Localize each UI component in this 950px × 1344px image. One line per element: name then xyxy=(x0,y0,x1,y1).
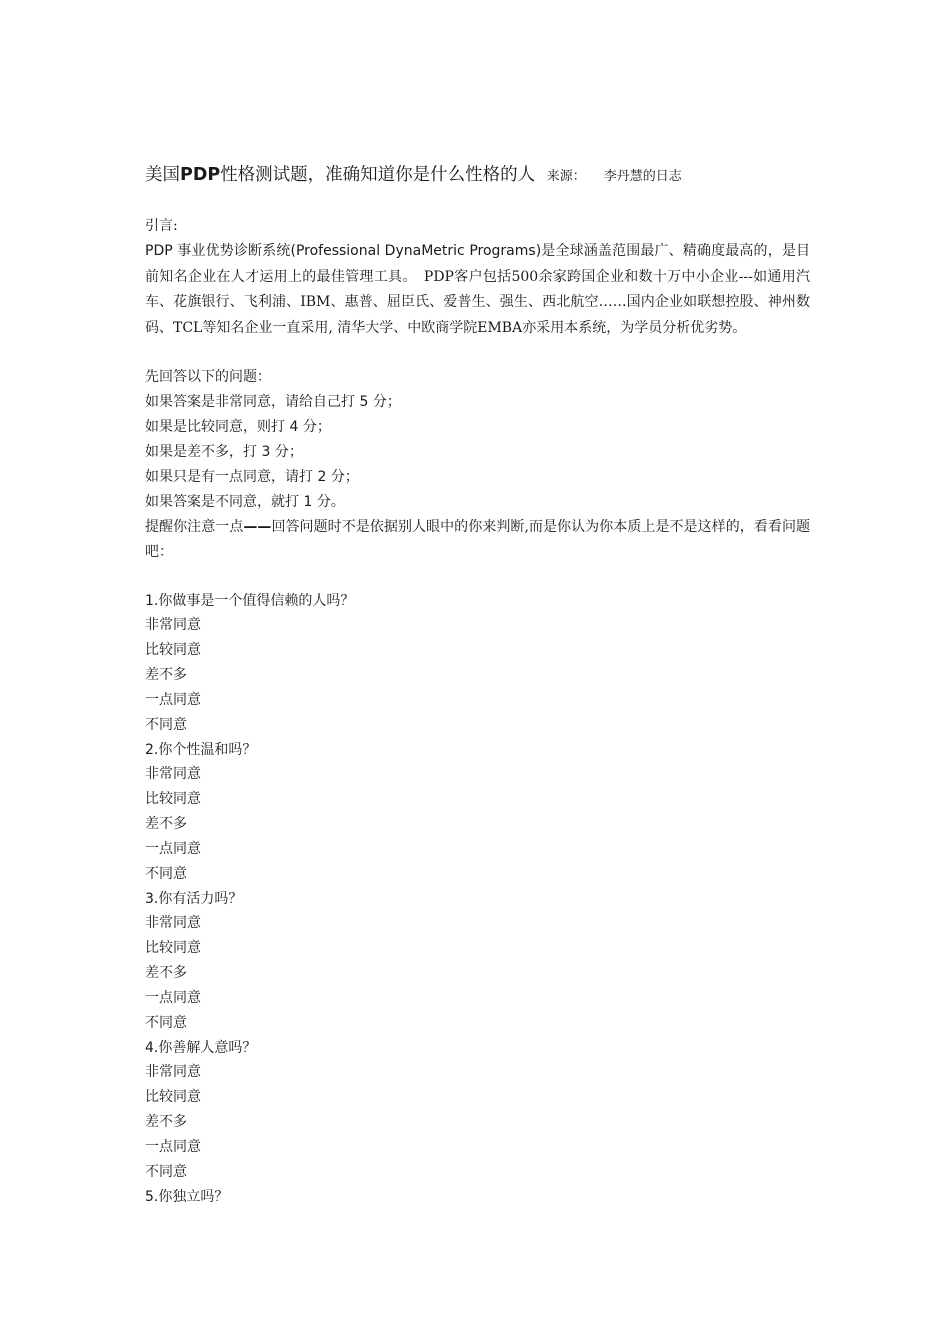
question-text: 你善解人意吗？ xyxy=(158,1040,257,1056)
rule-score: 1 xyxy=(303,494,313,510)
rule-text: 如果是比较同意，则打 xyxy=(145,419,290,435)
reminder xyxy=(145,515,810,565)
rule-unit: 分； xyxy=(326,469,359,485)
answer-option: 比较同意 xyxy=(145,642,201,658)
answer-option: 不同意 xyxy=(145,1015,187,1031)
intro-paragraph xyxy=(145,239,810,341)
answer-option: 非常同意 xyxy=(145,617,201,633)
answer-option: 不同意 xyxy=(145,717,187,733)
document-page xyxy=(145,160,810,1209)
answer-option: 非常同意 xyxy=(145,1064,201,1080)
question-5 xyxy=(145,1185,810,1209)
page-title xyxy=(145,160,810,192)
question-text: 你个性温和吗？ xyxy=(158,742,257,758)
intro-program-name: (Professional DynaMetric Programs) xyxy=(290,243,542,259)
rule-unit: 分； xyxy=(298,419,331,435)
questions-list xyxy=(145,589,810,1209)
source-name: 李丹慧的日志 xyxy=(603,169,682,184)
instructions-lead: 先回答以下的问题： xyxy=(145,369,271,385)
rule-text: 如果答案是不同意，就打 xyxy=(145,494,304,510)
rule-unit: 分。 xyxy=(312,494,345,510)
source-label: 来源： xyxy=(546,169,586,184)
scoring-rule xyxy=(145,490,810,515)
rule-score: 4 xyxy=(289,419,299,435)
title-suffix: 性格测试题，准确知道你是什么性格的人 xyxy=(220,165,536,185)
answer-option: 不同意 xyxy=(145,1164,187,1180)
reminder-text-a: 提醒你注意一点 xyxy=(145,519,244,535)
rule-text: 如果只是有一点同意，请打 xyxy=(145,469,318,485)
scoring-rule xyxy=(145,440,810,465)
scoring-rule xyxy=(145,390,810,415)
question-text: 你做事是一个值得信赖的人吗？ xyxy=(158,593,355,609)
answer-option: 差不多 xyxy=(145,1114,187,1130)
answer-option: 比较同意 xyxy=(145,1089,201,1105)
question-1 xyxy=(145,589,810,613)
reminder-text-b: 回答问题时不是依据别人眼中的你来判断,而是你认为你本质上是不是这样的，看看问题吧： xyxy=(145,519,810,560)
title-bold: PDP xyxy=(180,165,221,185)
question-4 xyxy=(145,1036,810,1060)
question-text: 你有活力吗？ xyxy=(158,891,243,907)
scoring-rules xyxy=(145,390,810,515)
title-prefix: 美国 xyxy=(145,165,180,185)
intro-pdp: PDP xyxy=(145,243,173,259)
question-2 xyxy=(145,738,810,762)
question-number: 1. xyxy=(145,593,159,609)
question-number: 4. xyxy=(145,1040,159,1056)
scoring-rule xyxy=(145,415,810,440)
rule-unit: 分； xyxy=(270,444,303,460)
question-number: 5. xyxy=(145,1189,159,1205)
question-3 xyxy=(145,887,810,911)
question-number: 3. xyxy=(145,891,159,907)
rule-score: 5 xyxy=(359,394,369,410)
answer-option: 一点同意 xyxy=(145,1139,201,1155)
answer-option: 差不多 xyxy=(145,816,187,832)
answer-option: 一点同意 xyxy=(145,841,201,857)
rule-unit: 分； xyxy=(368,394,401,410)
question-number: 2. xyxy=(145,742,159,758)
scoring-rule xyxy=(145,465,810,490)
answer-option: 非常同意 xyxy=(145,915,201,931)
answer-option: 差不多 xyxy=(145,667,187,683)
rule-text: 如果答案是非常同意，请给自己打 xyxy=(145,394,360,410)
reminder-dash: —— xyxy=(243,519,272,535)
intro-text-a: 事业优势诊断系统 xyxy=(177,243,291,259)
answer-option: 差不多 xyxy=(145,965,187,981)
rule-score: 3 xyxy=(261,444,271,460)
intro-text-b: 是全球涵盖范围最广、精确度最高的，是目前知名企业在人才运用上的最佳管理工具。 PDP客户包括500余家跨国企业和数十万中小企业---如通用汽车、花旗银行、飞利浦、IBM、惠普、屈臣氏、爱普生、强生、西北航空……国内企业如联想控股、神州数码、TCL等知名企业一直采用, 清华大学、中欧商学院EMBA亦采用本系统，为学员分析优劣势。 xyxy=(145,243,811,336)
rule-score: 2 xyxy=(317,469,327,485)
answer-option: 一点同意 xyxy=(145,990,201,1006)
rule-text: 如果是差不多，打 xyxy=(145,444,262,460)
answer-option: 非常同意 xyxy=(145,766,201,782)
answer-option: 一点同意 xyxy=(145,692,201,708)
question-text: 你独立吗？ xyxy=(158,1189,229,1205)
answer-option: 不同意 xyxy=(145,866,187,882)
answer-option: 比较同意 xyxy=(145,940,201,956)
answer-option: 比较同意 xyxy=(145,791,201,807)
intro-label: 引言: xyxy=(145,218,178,234)
